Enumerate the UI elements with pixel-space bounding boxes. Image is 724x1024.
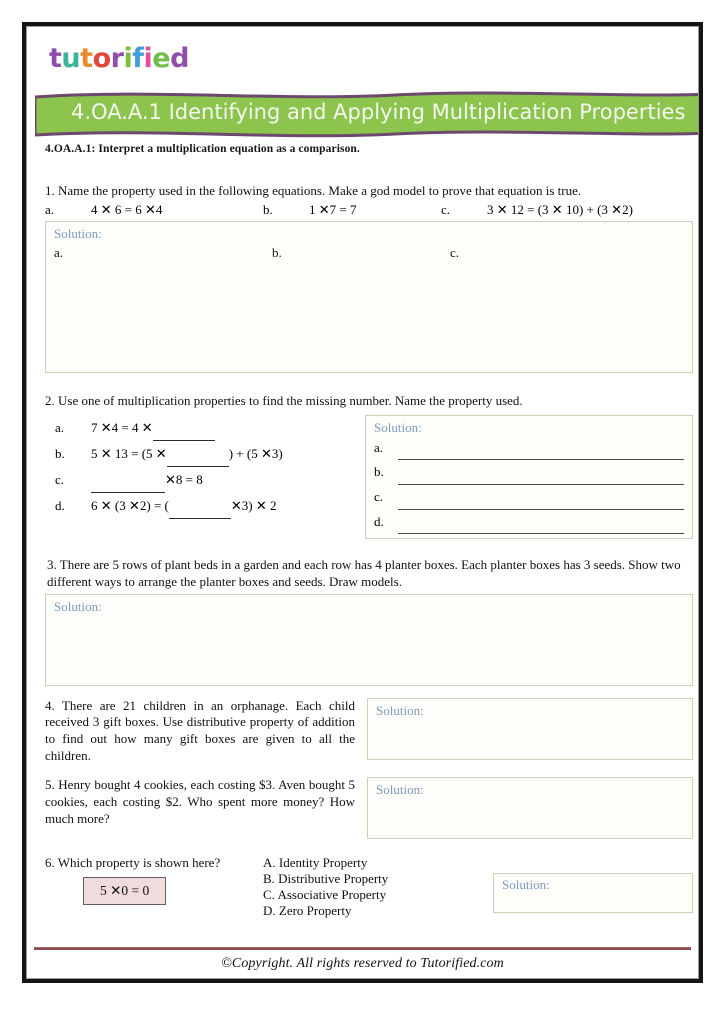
question-4-solution-box[interactable] xyxy=(367,698,693,760)
q2-answer-line-c[interactable] xyxy=(374,485,684,510)
q2-item-b-label: b. xyxy=(55,446,65,462)
q2-answer-d-rule[interactable] xyxy=(398,521,684,534)
logo-letter-0: t xyxy=(49,43,62,74)
answer-slot-b[interactable]: b. xyxy=(272,244,282,260)
logo-letter-7: i xyxy=(143,43,153,74)
copyright-text: ©Copyright. All rights reserved to Tutorified.com xyxy=(221,956,504,971)
footer-divider xyxy=(34,947,691,950)
logo-letter-6: f xyxy=(132,43,144,74)
answer-slot-c[interactable]: c. xyxy=(450,244,460,260)
equation-b-text: 1 ✕7 = 7 xyxy=(309,201,357,217)
standard-code-line: 4.OA.A.1: Interpret a multiplication equation as a comparison. xyxy=(45,143,360,155)
solution-label: Solution: xyxy=(376,782,424,798)
q2-item-d-pre: 6 ✕ (3 ✕2) = ( xyxy=(91,498,169,514)
question-6-prompt: 6. Which property is shown here? xyxy=(45,855,221,871)
question-6 xyxy=(45,855,693,919)
logo-letter-9: d xyxy=(170,43,189,74)
equation-a-label: a. xyxy=(45,201,55,217)
question-5-solution-box[interactable] xyxy=(367,777,693,839)
q2-item-d-blank[interactable] xyxy=(169,493,231,519)
equation-a-text: 4 ✕ 6 = 6 ✕4 xyxy=(91,201,163,217)
q2-item-b xyxy=(55,441,355,467)
logo-letter-1: u xyxy=(61,43,81,74)
equation-a xyxy=(45,202,263,218)
question-6-equation-box: 5 ✕0 = 0 xyxy=(83,877,166,905)
question-6-choices xyxy=(263,855,483,919)
q2-item-c xyxy=(55,467,355,493)
q2-item-b-blank[interactable] xyxy=(167,441,229,467)
question-2-solution-box[interactable] xyxy=(365,415,693,539)
solution-label: Solution: xyxy=(502,877,550,893)
q2-item-c-blank[interactable] xyxy=(91,467,165,493)
solution-label: Solution: xyxy=(54,598,102,614)
solution-label: Solution: xyxy=(374,420,422,436)
q2-item-a xyxy=(55,415,355,441)
sheet-inner xyxy=(26,26,699,979)
question-6-left xyxy=(45,855,263,919)
choice-b[interactable]: B. Distributive Property xyxy=(263,871,389,887)
q2-answer-c-rule[interactable] xyxy=(398,497,684,510)
question-2-items xyxy=(45,415,355,539)
sheet-frame xyxy=(22,22,703,983)
choice-d[interactable]: D. Zero Property xyxy=(263,903,352,919)
equation-c xyxy=(441,202,633,218)
q2-solution-inner xyxy=(365,415,693,539)
choice-a[interactable]: A. Identity Property xyxy=(263,855,368,871)
q2-answer-b-rule[interactable] xyxy=(398,472,684,485)
tutorified-logo xyxy=(49,45,189,72)
solution-label: Solution: xyxy=(376,702,424,718)
q2-item-d-post: ✕3) ✕ 2 xyxy=(230,498,277,514)
question-6-solution-box[interactable] xyxy=(493,873,693,913)
logo-letter-8: e xyxy=(152,43,171,74)
question-1-equations xyxy=(45,202,693,218)
equation-b xyxy=(263,202,441,218)
solution-label: Solution: xyxy=(54,225,102,241)
question-3-solution-box[interactable] xyxy=(45,594,693,686)
question-1-prompt: 1. Name the property used in the following equations. Make a god model to prove that equation is true. xyxy=(45,183,582,198)
question-2 xyxy=(45,393,693,540)
question-5 xyxy=(45,777,693,839)
logo-letter-4: r xyxy=(110,43,124,74)
q2-item-c-post: ✕8 = 8 xyxy=(165,472,203,488)
q2-answer-b-label: b. xyxy=(374,464,384,480)
question-3-prompt: 3. There are 5 rows of plant beds in a garden and each row has 4 planter boxes. Each planter boxes has 3 seeds. Show two different ways to arrange the planter boxes and seeds. Draw models. xyxy=(47,557,681,589)
q2-item-a-label: a. xyxy=(55,420,65,436)
q2-answer-line-a[interactable] xyxy=(374,436,684,461)
q2-item-b-post: ) + (5 ✕3) xyxy=(228,446,283,462)
worksheet-content xyxy=(45,143,693,920)
question-1-answer-slots xyxy=(54,245,684,261)
q2-item-b-pre: 5 ✕ 13 = (5 ✕ xyxy=(91,446,167,462)
question-2-prompt: 2. Use one of multiplication properties to find the missing number. Name the property used. xyxy=(45,392,523,408)
q2-item-a-pre: 7 ✕4 = 4 ✕ xyxy=(91,420,153,436)
choice-c[interactable]: C. Associative Property xyxy=(263,887,387,903)
q2-item-c-label: c. xyxy=(55,472,65,488)
logo-letter-5: i xyxy=(123,43,133,74)
q2-answer-a-label: a. xyxy=(374,439,384,455)
question-4 xyxy=(45,698,693,766)
logo-letter-2: t xyxy=(80,43,93,74)
q2-answer-line-d[interactable] xyxy=(374,510,684,535)
q2-item-d xyxy=(55,493,355,519)
question-1-solution-box[interactable] xyxy=(45,221,693,373)
q2-item-d-label: d. xyxy=(55,498,65,514)
page-footer xyxy=(28,947,697,972)
question-3 xyxy=(45,557,693,685)
title-banner xyxy=(35,88,699,138)
banner-title: 4.OA.A.1 Identifying and Applying Multiplication Properties xyxy=(71,100,686,124)
equation-c-label: c. xyxy=(441,201,451,217)
q2-answer-a-rule[interactable] xyxy=(398,447,684,460)
equation-c-text: 3 ✕ 12 = (3 ✕ 10) + (3 ✕2) xyxy=(487,201,633,217)
q2-answer-d-label: d. xyxy=(374,513,384,529)
q2-answer-line-b[interactable] xyxy=(374,460,684,485)
question-4-prompt: 4. There are 21 children in an orphanage. Each child received 3 gift boxes. Use distributive property of addition to find out how many gift boxes are given to all the children. xyxy=(45,697,355,764)
answer-slot-a[interactable]: a. xyxy=(54,244,64,260)
q2-item-a-blank[interactable] xyxy=(153,415,215,441)
q2-answer-c-label: c. xyxy=(374,488,384,504)
equation-b-label: b. xyxy=(263,201,273,217)
question-5-prompt: 5. Henry bought 4 cookies, each costing $3. Aven bought 5 cookies, each costing $2. Who spent more money? How much more? xyxy=(45,777,355,826)
question-1 xyxy=(45,183,693,373)
question-2-body xyxy=(45,415,693,539)
logo-letter-3: o xyxy=(92,43,111,74)
